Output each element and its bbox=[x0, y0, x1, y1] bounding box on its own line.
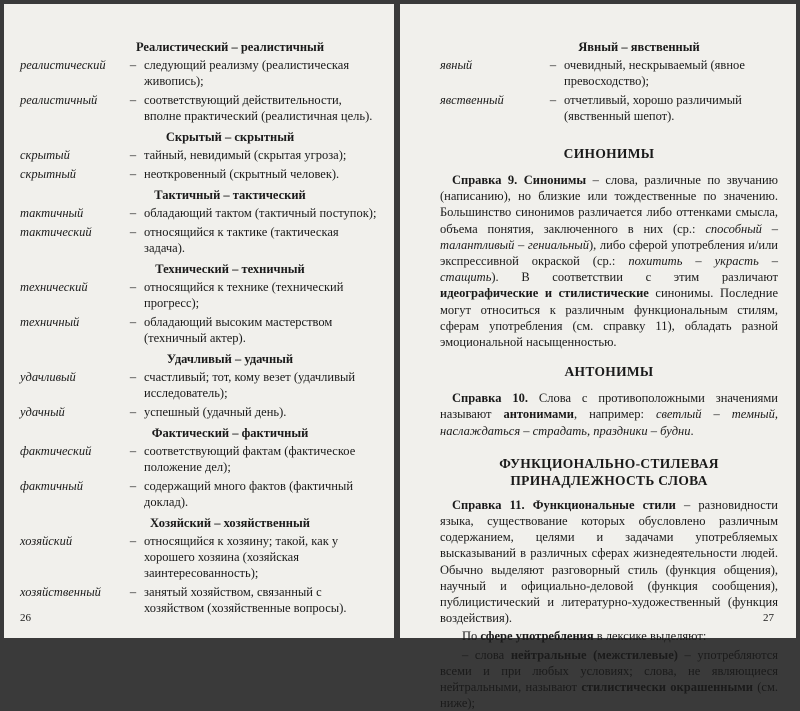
entry-term: фактичный bbox=[20, 479, 83, 493]
entry-row: удачный – успешный (удачный день). bbox=[20, 404, 380, 420]
entry-row: скрытный – неоткровенный (скрытный человек). bbox=[20, 166, 380, 182]
entry-row: фактический – соответствующий фактам (фактическое положение дел); bbox=[20, 443, 380, 475]
reference-9-paragraph: Справка 9. Синонимы – слова, различные по звучанию (написанию), но близкие или тождественные по значению. Большинство синонимов различается либо оттенками смысла, объема понятия, заключенного в них (ср.: способный – талантливый – гениальный), либо сферой употребления и/или экспрессивной окраской (ср.: похитить – украсть – стащить). В соответствии с этим различают идеографические и стилистические синонимы. Последние могут относиться к различным функциональным стилям, сферам употребления (см. справку 11), обладать разной эмоциональной насыщенностью. bbox=[440, 173, 779, 350]
entry-definition: успешный (удачный день). bbox=[144, 405, 287, 419]
entry-row: хозяйственный – занятый хозяйством, связанный с хозяйством (хозяйственные вопросы). bbox=[20, 584, 380, 616]
reference-10-paragraph: Справка 10. Слова с противоположными значениями называют антонимами, например: светлый – темный, наслаждаться – страдать, праздники – будни. bbox=[440, 391, 778, 438]
entry-term: реалистичный bbox=[20, 93, 98, 107]
entry-term: технический bbox=[20, 280, 88, 294]
entry-row: тактичный – обладающий тактом (тактичный поступок); bbox=[20, 205, 380, 221]
entry-heading: Тактичный – тактический bbox=[154, 188, 306, 202]
entry-definition: содержащий много фактов (фактичный доклад). bbox=[144, 479, 354, 509]
entry-definition: занятый хозяйством, связанный с хозяйством (хозяйственные вопросы). bbox=[144, 585, 347, 615]
entry-term: реалистический bbox=[20, 58, 106, 72]
entry-term: хозяйственный bbox=[20, 585, 101, 599]
entry-definition: отчетливый, хорошо различимый (явственный шепот). bbox=[564, 93, 742, 123]
entry-definition: очевидный, нескрываемый (явное превосходство); bbox=[564, 58, 745, 88]
entry-definition: соответствующий действительности, вполне практический (реалистичная цель). bbox=[144, 93, 373, 123]
entry-definition: относящийся к хозяину; такой, как у хорошего хозяина (хозяйская заинтересованность); bbox=[144, 534, 339, 580]
entry-heading: Реалистический – реалистичный bbox=[135, 40, 325, 54]
reference-11-paragraph: Справка 11. Функциональные стили – разновидности языка, существование которых обусловлено различным содержанием, целями и задачами употребляемых высказываний в различных сферах жизнедеятельности людей. Обычно выделяют разговорный стиль (функция общения), научный и официально-деловой (функция сообщения), публицистический и литературно-художественный (функция воздействия). bbox=[440, 497, 778, 626]
section-title-antonyms: АНТОНИМЫ bbox=[564, 364, 654, 380]
page-number-right: 27 bbox=[763, 612, 774, 624]
page-number-left: 26 bbox=[20, 612, 31, 624]
entry-term: хозяйский bbox=[20, 534, 73, 548]
entry-row: технический – относящийся к технике (технический прогресс); bbox=[20, 279, 380, 311]
entry-definition: следующий реализму (реалистическая живопись); bbox=[144, 58, 350, 88]
entry-row: фактичный – содержащий много фактов (фактичный доклад). bbox=[20, 478, 380, 510]
entry-term: скрытный bbox=[20, 167, 77, 181]
entry-definition: обладающий высоким мастерством (техничный актер). bbox=[144, 315, 333, 345]
entry-heading: Хозяйский – хозяйственный bbox=[150, 516, 310, 530]
entry-definition: соответствующий фактам (фактическое положение дел); bbox=[144, 444, 356, 474]
section-title-synonyms: СИНОНИМЫ bbox=[563, 146, 655, 161]
entry-row: хозяйский – относящийся к хозяину; такой, как у хорошего хозяина (хозяйская заинтересованность); bbox=[20, 533, 380, 581]
entry-row: удачливый – счастливый; тот, кому везет (удачливый исследователь); bbox=[20, 369, 380, 401]
entry-term: тактический bbox=[20, 225, 92, 239]
right-page bbox=[400, 4, 796, 711]
entry-heading: Явный – явственный bbox=[578, 40, 700, 54]
entry-heading: Удачливый – удачный bbox=[166, 352, 294, 366]
entry-row: явственный – отчетливый, хорошо различимый (явственный шепот). bbox=[440, 92, 778, 124]
entry-term: явный bbox=[440, 58, 473, 72]
entry-row: реалистический – следующий реализму (реалистическая живопись); bbox=[20, 57, 380, 89]
entry-row: техничный – обладающий высоким мастерством (техничный актер). bbox=[20, 314, 380, 346]
entry-definition: относящийся к технике (технический прогресс); bbox=[144, 280, 344, 310]
entry-heading: Технический – техничный bbox=[155, 262, 305, 276]
entry-term: скрытый bbox=[20, 148, 70, 162]
entry-definition: неоткровенный (скрытный человек). bbox=[144, 167, 340, 181]
entry-row: явный – очевидный, нескрываемый (явное превосходство); bbox=[440, 57, 778, 89]
entry-row: скрытый – тайный, невидимый (скрытая угроза); bbox=[20, 147, 380, 163]
entry-definition: счастливый; тот, кому везет (удачливый исследователь); bbox=[144, 370, 356, 400]
entry-definition: тайный, невидимый (скрытая угроза); bbox=[144, 148, 347, 162]
entry-row: реалистичный – соответствующий действительности, вполне практический (реалистичная цель). bbox=[20, 92, 380, 124]
section-title-functional: ФУНКЦИОНАЛЬНО-СТИЛЕВАЯ ПРИНАДЛЕЖНОСТЬ СЛОВА bbox=[499, 455, 719, 488]
entry-heading: Скрытый – скрытный bbox=[165, 130, 295, 144]
left-page bbox=[4, 4, 394, 638]
entry-definition: обладающий тактом (тактичный поступок); bbox=[144, 206, 377, 220]
neutral-words-paragraph: – слова нейтральные (межстилевые) – употребляются всеми и при любых условиях; слова, не являющиеся нейтральными, называют стилистически окрашенными (см. ниже); bbox=[440, 647, 778, 711]
entry-term: явственный bbox=[440, 93, 504, 107]
entry-term: удачный bbox=[20, 405, 65, 419]
entry-heading: Фактический – фактичный bbox=[151, 426, 309, 440]
entry-term: техничный bbox=[20, 315, 80, 329]
entry-term: тактичный bbox=[20, 206, 84, 220]
usage-sphere-paragraph: По сфере употребления в лексике выделяют: bbox=[462, 629, 707, 644]
entry-definition: относящийся к тактике (тактическая задача). bbox=[144, 225, 339, 255]
paronym-list bbox=[20, 40, 380, 616]
entry-term: фактический bbox=[20, 444, 92, 458]
entry-row: тактический – относящийся к тактике (тактическая задача). bbox=[20, 224, 380, 256]
entry-term: удачливый bbox=[20, 370, 76, 384]
